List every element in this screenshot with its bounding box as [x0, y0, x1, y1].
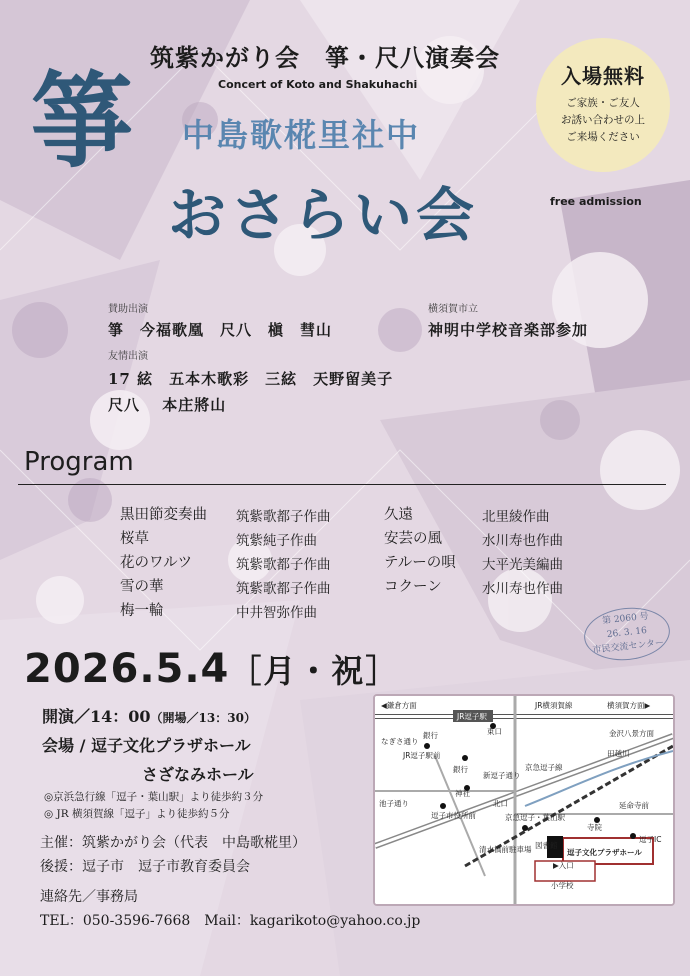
map-label: 池子通り: [379, 799, 409, 808]
map-label: JR横須賀線: [535, 701, 573, 710]
map-label: 金沢八景方面: [609, 729, 654, 738]
program-title: 黒田節変奏曲: [120, 507, 207, 523]
program-title: 梅一輪: [120, 603, 164, 619]
program-title: 安芸の風: [384, 531, 442, 547]
program-title: 久遠: [384, 507, 413, 523]
venue-line: 会場 / 逗子文化プラザホール: [42, 736, 251, 755]
map-label: ▶入口: [553, 861, 574, 870]
map-label: 逗子IC: [639, 835, 662, 844]
program-title: 雪の華: [120, 579, 164, 595]
organizer: 主催：筑紫かがり会（代表 中島歌椛里）: [40, 835, 306, 851]
program-title: コクーン: [384, 579, 442, 595]
program-title: テルーの唄: [384, 555, 456, 571]
stamp-number: 第 2060 号: [601, 611, 650, 627]
date-day: ［月・祝］: [229, 652, 400, 690]
map-label: 図書館: [535, 841, 558, 850]
map-label: 田越川: [607, 749, 630, 758]
stamp-date: 26. 3. 16: [606, 625, 648, 641]
map-venue-label: 逗子文化プラザホール: [567, 848, 642, 857]
map-label: JR逗子駅前: [403, 751, 441, 760]
badge-line: ご来場ください: [566, 131, 640, 143]
stamp-office: 市民交流センター: [592, 638, 665, 656]
program-composer: 筑紫歌都子作曲: [236, 581, 331, 597]
free-admission-badge: [536, 38, 670, 172]
program-composer: 水川寿也作曲: [482, 533, 563, 549]
program-composer: 水川寿也作曲: [482, 581, 563, 597]
map-label: 銀行: [423, 731, 438, 740]
group-name: 中島歌椛里社中: [182, 116, 421, 154]
event-date: [24, 646, 399, 692]
map-label: 新逗子通り: [483, 771, 521, 780]
program-composer: 筑紫歌都子作曲: [236, 509, 331, 525]
friendship-label: 友情出演: [108, 351, 148, 362]
contact-label: 連絡先／事務局: [40, 889, 138, 905]
program-divider: [18, 484, 666, 485]
badge-title: 入場無料: [561, 64, 645, 88]
access-jr: ◎ JR 横須賀線「逗子」より徒歩約５分: [44, 808, 230, 820]
program-composer: 北里綾作曲: [482, 509, 550, 525]
friendship-performers-1: 17 絃 五本木歌彩 三絃 天野留美子: [108, 370, 394, 388]
access-map: [373, 694, 675, 906]
program-composer: 筑紫純子作曲: [236, 533, 317, 549]
map-label: 神社: [455, 789, 470, 798]
map-label: JR逗子駅: [457, 712, 487, 721]
map-label: 逗子市役所前: [431, 811, 476, 820]
free-admission-en: free admission: [550, 195, 642, 208]
english-subtitle: Concert of Koto and Shakuhachi: [218, 78, 418, 91]
program-composer: 筑紫歌都子作曲: [236, 557, 331, 573]
program-composer: 中井智弥作曲: [236, 605, 317, 621]
sponsor: 後援：逗子市 逗子市教育委員会: [40, 859, 250, 875]
contact-line: TEL：050-3596-7668 Mail：kagarikoto@yahoo.co.jp: [40, 913, 421, 929]
program-title: 花のワルツ: [120, 555, 193, 571]
koto-character: 箏: [30, 60, 135, 183]
badge-line: お誘い合わせの上: [561, 114, 645, 126]
map-label: 横須賀方面▶: [607, 701, 651, 710]
map-label: 銀行: [453, 765, 468, 774]
program-composer: 大平光美編曲: [482, 557, 563, 573]
start-time: [42, 704, 256, 727]
doors-time: （開場／13：30）: [150, 711, 256, 725]
event-name: おさらい会: [168, 181, 479, 249]
hall-name: さざなみホール: [142, 765, 254, 784]
program-heading: Program: [24, 447, 134, 477]
map-label: なぎさ通り: [381, 737, 419, 746]
access-keikyu: ◎京浜急行線「逗子・葉山駅」より徒歩約３分: [44, 791, 264, 803]
concert-title: 筑紫かがり会 箏・尺八演奏会: [150, 43, 500, 72]
map-label: 京急逗子・葉山駅: [505, 813, 565, 822]
map-label: 延命寺前: [619, 801, 649, 810]
start-time-value: 開演／14：00: [42, 707, 151, 726]
map-label: 寺院: [587, 823, 602, 832]
friendship-performers-2: 尺八 本庄將山: [108, 396, 227, 414]
map-label: 東口: [487, 727, 502, 736]
school-participation: 神明中学校音楽部参加: [428, 321, 589, 339]
map-label: ◀鎌倉方面: [381, 701, 417, 710]
map-label: 京急逗子線: [525, 763, 563, 772]
map-label: 清水橋前駐車場: [479, 845, 532, 854]
program-title: 桜草: [120, 531, 149, 547]
support-label: 賛助出演: [108, 304, 148, 315]
map-label: 小学校: [551, 881, 574, 890]
map-label: 北口: [493, 799, 508, 808]
date-value: 2026.5.4: [24, 646, 230, 692]
city-label: 横須賀市立: [428, 304, 478, 315]
support-performers: 箏 今福歌凰 尺八 槇 彗山: [108, 321, 333, 339]
badge-line: ご家族・ご友人: [566, 97, 640, 109]
